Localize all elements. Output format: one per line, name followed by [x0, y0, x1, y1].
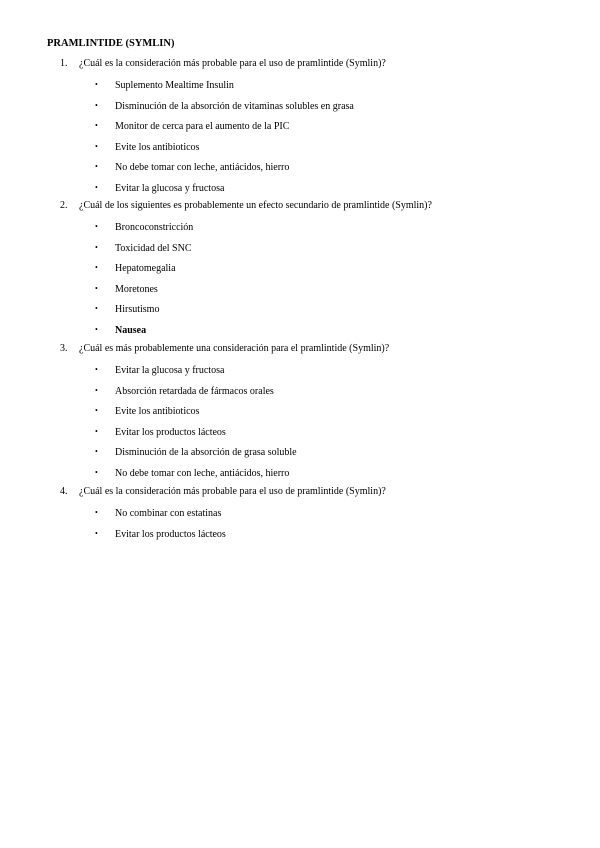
bullet-icon: • [95, 182, 98, 192]
bullet-icon: • [95, 365, 98, 374]
answer-option-text: Broncoconstricción [115, 222, 194, 233]
answer-option-text: Evitar la glucosa y fructosa [115, 182, 225, 194]
answer-option-text: Suplemento Mealtime Insulin [115, 80, 234, 91]
answer-option-text: Disminución de la absorción de grasa soluble [115, 447, 297, 458]
answer-option [95, 363, 224, 377]
bullet-icon: • [95, 528, 98, 538]
page-title: PRAMLINTIDE (SYMLIN) [47, 38, 175, 49]
question-number: 3. [60, 343, 68, 354]
question-number: 4. [60, 486, 68, 497]
answer-option-text: Evitar la glucosa y fructosa [115, 365, 225, 376]
question-text: ¿Cuál es la consideración más probable para el uso de pramlintide (Symlin)? [79, 58, 386, 69]
question-text: ¿Cuál es la consideración más probable para el uso de pramlintide (Symlin)? [79, 486, 386, 497]
bullet-icon: • [95, 263, 98, 272]
answer-option-text: Evitar los productos lácteos [115, 528, 226, 540]
answer-option-text: Toxicidad del SNC [115, 242, 192, 254]
bullet-icon: • [95, 283, 98, 293]
question-4 [60, 486, 386, 497]
answer-option [95, 323, 146, 337]
bullet-icon: • [95, 141, 98, 151]
bullet-icon: • [95, 304, 98, 313]
answer-option-text: No debe tomar con leche, antiácidos, hierro [115, 467, 290, 479]
bullet-icon: • [95, 406, 98, 415]
answer-option-text: Absorción retardada de fármacos orales [115, 385, 274, 397]
bullet-icon: • [95, 80, 98, 89]
answer-option [95, 527, 226, 541]
answer-option [95, 425, 226, 439]
answer-option [95, 160, 289, 174]
answer-option [95, 282, 158, 296]
bullet-icon: • [95, 242, 98, 252]
question-number: 1. [60, 58, 68, 69]
answer-option [95, 384, 274, 398]
answer-option [95, 404, 199, 418]
answer-option [95, 119, 289, 133]
question-3 [60, 343, 389, 354]
answer-option-text: Evite los antibioticos [115, 406, 200, 417]
bullet-icon: • [95, 162, 98, 171]
question-2 [60, 200, 432, 211]
answer-option-text: No combinar con estatinas [115, 508, 222, 519]
question-number: 2. [60, 200, 68, 211]
bullet-icon: • [95, 447, 98, 456]
answer-option [95, 78, 234, 92]
bullet-icon: • [95, 508, 98, 517]
answer-option [95, 241, 192, 255]
question-text: ¿Cuál es más probablemente una consideración para el pramlintide (Symlin)? [79, 343, 390, 354]
answer-option [95, 181, 224, 195]
bullet-icon: • [95, 222, 98, 231]
question-text: ¿Cuál de los siguientes es probablemente un efecto secundario de pramlintide (Symlin)? [79, 200, 432, 211]
answer-option [95, 261, 176, 275]
answer-option-text: Evitar los productos lácteos [115, 426, 226, 438]
answer-option [95, 466, 289, 480]
answer-option [95, 99, 354, 113]
answer-option-text-correct: Nausea [115, 324, 147, 336]
bullet-icon: • [95, 121, 98, 130]
answer-option-text: Disminución de la absorción de vitaminas solubles en grasa [115, 100, 354, 112]
bullet-icon: • [95, 385, 98, 395]
answer-option-text: Hepatomegalia [115, 263, 176, 274]
bullet-icon: • [95, 426, 98, 436]
bullet-icon: • [95, 467, 98, 477]
answer-option [95, 445, 297, 459]
bullet-icon: • [95, 324, 98, 334]
answer-option-text: Moretones [115, 283, 158, 295]
answer-option [95, 302, 159, 316]
answer-option [95, 220, 193, 234]
answer-option-text: Monitor de cerca para el aumento de la PIC [115, 121, 290, 132]
answer-option [95, 506, 221, 520]
question-1 [60, 58, 386, 69]
answer-option-text: Evite los antibioticos [115, 141, 200, 153]
answer-option-text: No debe tomar con leche, antiácidos, hierro [115, 162, 290, 173]
answer-option [95, 140, 199, 154]
bullet-icon: • [95, 100, 98, 110]
answer-option-text: Hirsutismo [115, 304, 160, 315]
